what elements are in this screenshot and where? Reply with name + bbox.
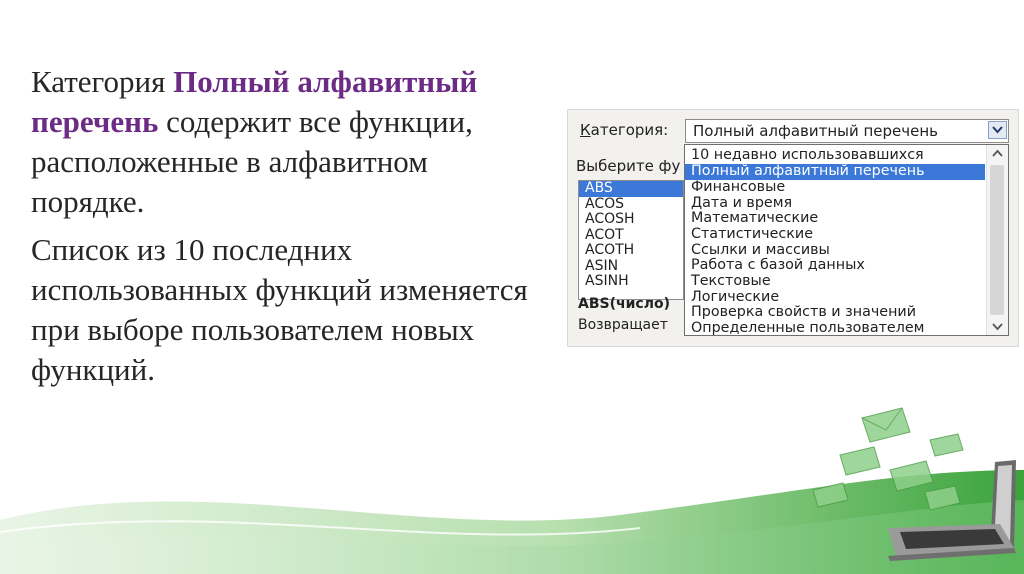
- highlight-term: Полный алфавитный перечень: [31, 64, 478, 139]
- function-list-item[interactable]: ASIN: [585, 257, 619, 274]
- category-combobox-value: Полный алфавитный перечень: [693, 122, 939, 140]
- dropdown-option[interactable]: Ссылки и массивы: [691, 242, 830, 258]
- category-label-accesskey: К: [580, 121, 591, 139]
- dropdown-option[interactable]: Текстовые: [691, 273, 771, 289]
- function-list-item[interactable]: ACOTH: [585, 242, 635, 258]
- dropdown-option[interactable]: Логические: [691, 289, 780, 305]
- dropdown-option[interactable]: Финансовые: [691, 179, 786, 195]
- paragraph-recent-list: Список из 10 последних использованных функций изменяется при выборе пользователем новых функций.: [31, 232, 528, 387]
- dropdown-option[interactable]: Дата и время: [691, 195, 793, 211]
- dropdown-option[interactable]: 10 недавно использовавшихся: [691, 147, 924, 163]
- dropdown-option[interactable]: Работа с базой данных: [691, 257, 865, 273]
- function-signature: ABS(число): [578, 296, 670, 312]
- dropdown-option-selected[interactable]: Полный алфавитный перечень: [685, 164, 985, 180]
- dropdown-option[interactable]: Определенные пользователем: [691, 320, 925, 336]
- paragraph-rest: содержит все функции, расположенные в алфавитном порядке.: [31, 104, 473, 219]
- green-wave: [0, 470, 1024, 574]
- paragraph-lead: Категория: [31, 64, 174, 99]
- dropdown-option[interactable]: Статистические: [691, 226, 813, 242]
- category-label-text: атегория:: [590, 121, 669, 139]
- function-list-item[interactable]: ABS: [579, 181, 683, 197]
- function-list-item[interactable]: ACOT: [585, 226, 624, 243]
- function-list-item[interactable]: ACOS: [585, 195, 625, 212]
- function-list-item[interactable]: ACOSH: [585, 211, 635, 227]
- function-list-item[interactable]: ASINH: [585, 273, 629, 289]
- function-description: Возвращает: [578, 317, 668, 333]
- dropdown-option[interactable]: Проверка свойств и значений: [691, 304, 917, 320]
- choose-function-label: Выберите фу: [576, 157, 681, 175]
- dropdown-option[interactable]: Математические: [691, 210, 819, 226]
